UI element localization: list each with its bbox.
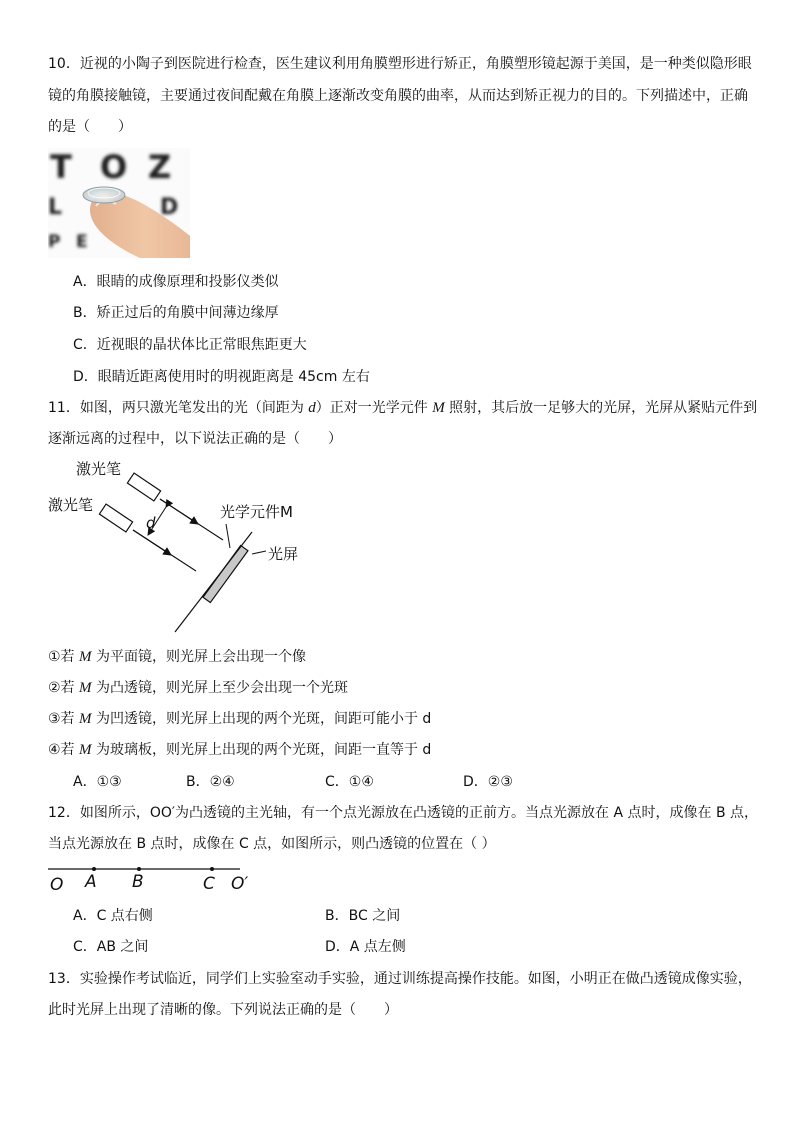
laser-pen-2 (99, 504, 132, 532)
eye-chart-letter: Z (148, 148, 172, 186)
statement-prefix: ④若 (48, 742, 80, 758)
laser-pen-label-1: 激光笔 (76, 460, 122, 478)
principal-axis-diagram (44, 858, 264, 898)
q11-text-part: 11．如图，两只激光笔发出的光（间距为 (48, 400, 309, 416)
laser-diagram (40, 452, 340, 637)
q10-text-line-1: 10．近视的小陶子到医院进行检查，医生建议利用角膜塑形进行矫正，角膜塑形镜起源于美国，是一种类似隐形眼 (48, 56, 752, 72)
q11-option-b: B．②④ (186, 774, 235, 790)
statement-prefix: ②若 (48, 680, 80, 696)
q12-option-a: A．C 点右侧 (73, 908, 153, 924)
q11-var-d: d (308, 400, 316, 416)
label-o-prime: O′ (231, 874, 249, 894)
q12-option-c: C．AB 之间 (73, 939, 149, 955)
q10-option-a: A．眼睛的成像原理和投影仪类似 (73, 274, 279, 290)
q11-text-part: 照射，其后放一足够大的光屏，光屏从紧贴元件到 (444, 400, 758, 416)
label-a: A (85, 872, 97, 892)
q10-text-line-3: 的是（ ） (48, 119, 132, 135)
q12-text-line-2: 当点光源放在 B 点时，成像在 C 点，如图所示，则凸透镜的位置在（ ） (48, 836, 496, 852)
q12-option-b: B．BC 之间 (325, 908, 401, 924)
eye-chart-letter: E (76, 232, 88, 252)
screen-label-leader (252, 551, 266, 554)
element-label-leader (226, 524, 230, 548)
q11-statement-1 (48, 647, 306, 667)
q11-statement-2 (48, 678, 348, 698)
q11-statement-3 (48, 709, 431, 729)
q12-text-line-1: 12．如图所示，OO′为凸透镜的主光轴，有一个点光源放在凸透镜的正前方。当点光源放在 A 点时，成像在 B 点， (48, 805, 759, 821)
q11-option-d: D．②③ (463, 774, 513, 790)
eye-chart-letter: P (48, 232, 61, 252)
point-b (137, 867, 141, 871)
statement-text: 为凹透镜，则光屏上出现的两个光斑，间距可能小于 d (91, 711, 432, 727)
statement-text: 为凸透镜，则光屏上至少会出现一个光斑 (91, 680, 348, 696)
statement-var-m: M (79, 742, 92, 758)
q11-text-line-1 (48, 398, 757, 418)
q11-option-c: C．①④ (325, 774, 374, 790)
ortho-lens-photo (48, 148, 190, 258)
statement-text: 为玻璃板，则光屏上出现的两个光斑，间距一直等于 d (91, 742, 432, 758)
point-c (210, 867, 214, 871)
q11-text-line-2: 逐渐远离的过程中，以下说法正确的是（ ） (48, 431, 342, 447)
q12-option-d: D．A 点左侧 (325, 939, 406, 955)
optical-element-label: 光学元件M (220, 503, 293, 521)
eye-chart-letter: T (50, 148, 72, 186)
statement-var-m: M (79, 680, 92, 696)
eye-chart-letter: O (100, 148, 128, 186)
light-screen-label: 光屏 (268, 545, 299, 563)
q10-option-d: D．眼睛近距离使用时的明视距离是 45cm 左右 (73, 369, 370, 385)
statement-text: 为平面镜，则光屏上会出现一个像 (91, 649, 306, 665)
q11-var-m: M (432, 400, 445, 416)
light-screen (175, 532, 252, 632)
laser-pen-1 (127, 473, 160, 501)
eye-chart-letter: L (48, 195, 63, 220)
q13-text-line-2: 此时光屏上出现了清晰的像。下列说法正确的是（ ） (48, 1002, 398, 1018)
label-o: O (50, 875, 64, 895)
q10-option-b: B．矫正过后的角膜中间薄边缘厚 (73, 305, 279, 321)
point-a (92, 867, 96, 871)
label-b: B (132, 872, 144, 892)
statement-var-m: M (79, 711, 92, 727)
statement-prefix: ③若 (48, 711, 80, 727)
laser-pen-label-2: 激光笔 (48, 496, 94, 514)
q11-statement-4 (48, 740, 431, 760)
q11-text-part: ）正对一光学元件 (315, 400, 433, 416)
statement-prefix: ①若 (48, 649, 80, 665)
q11-option-a: A．①③ (73, 774, 122, 790)
statement-var-m: M (79, 649, 92, 665)
q10-option-c: C．近视眼的晶状体比正常眼焦距更大 (73, 337, 307, 353)
q10-text-line-2: 镜的角膜接触镜，主要通过夜间配戴在角膜上逐渐改变角膜的曲率，从而达到矫正视力的目的。下列描述中，正确 (48, 88, 748, 104)
d-label: d (146, 514, 156, 532)
q13-text-line-1: 13．实验操作考试临近，同学们上实验室动手实验，通过训练提高操作技能。如图，小明正在做凸透镜成像实验， (48, 971, 752, 987)
eye-chart-letter: D (160, 195, 179, 220)
label-c: C (203, 874, 215, 894)
optical-element-m (203, 545, 248, 602)
